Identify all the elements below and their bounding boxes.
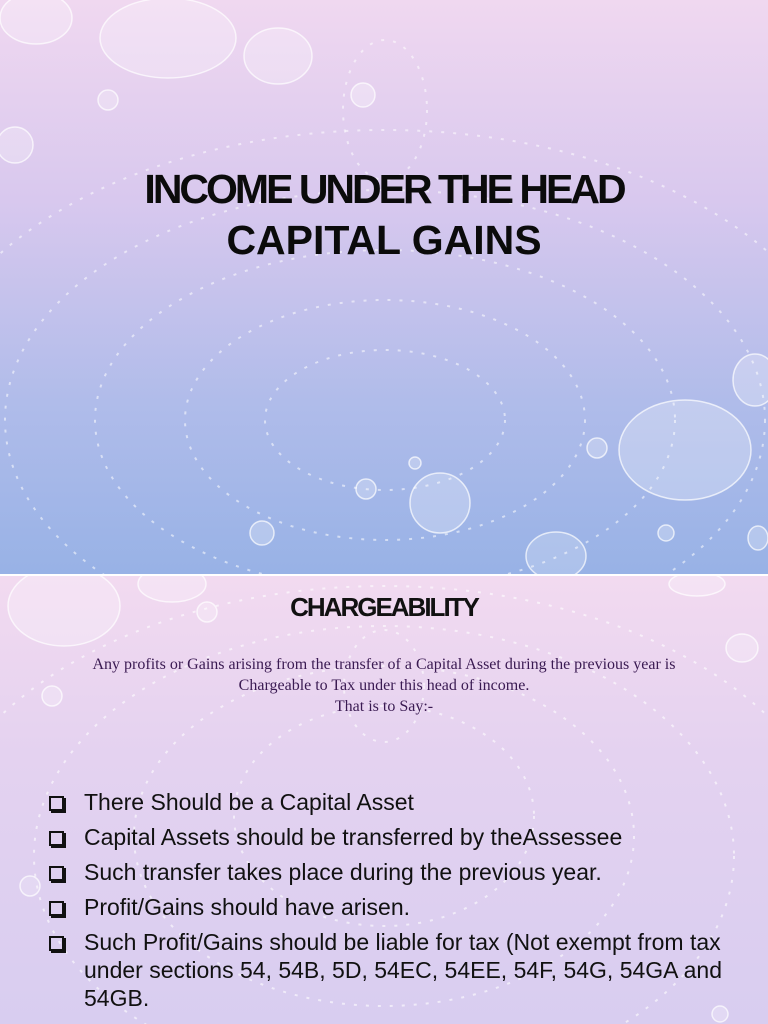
- intro-line: That is to Say:-: [334, 698, 434, 715]
- list-item: [46, 788, 762, 816]
- list-item-text: Profit/Gains should have arisen.: [84, 894, 411, 920]
- slide-title-line-1: INCOME UNDER THE HEAD: [144, 166, 624, 212]
- list-item: [46, 928, 762, 1012]
- list-item-text: Such Profit/Gains should be liable for tax (Not exempt from tax under sections 54, 54B, 5D, 54EC, 54EE, 54F, 54G, 54GA and 54GB.: [84, 929, 723, 1011]
- list-item: [46, 823, 762, 851]
- checkbox-square-icon: [49, 901, 64, 916]
- slide-heading: CHARGEABILITY: [290, 592, 478, 622]
- list-item: [46, 893, 762, 921]
- intro-paragraph: [0, 654, 768, 717]
- checkbox-square-icon: [49, 796, 64, 811]
- intro-line: Any profits or Gains arising from the transfer of a Capital Asset during the previous year is: [92, 656, 676, 673]
- chargeability-slide: [0, 576, 768, 1024]
- intro-line: Chargeable to Tax under this head of income.: [238, 677, 530, 694]
- checkbox-square-icon: [49, 831, 64, 846]
- slide-title-line-2: CAPITAL GAINS: [226, 217, 542, 263]
- conditions-list: [46, 788, 762, 1019]
- list-item-text: There Should be a Capital Asset: [84, 789, 414, 815]
- list-item: [46, 858, 762, 886]
- list-item-text: Capital Assets should be transferred by theAssessee: [84, 824, 623, 850]
- checkbox-square-icon: [49, 866, 64, 881]
- list-item-text: Such transfer takes place during the previous year.: [84, 859, 602, 885]
- checkbox-square-icon: [49, 936, 64, 951]
